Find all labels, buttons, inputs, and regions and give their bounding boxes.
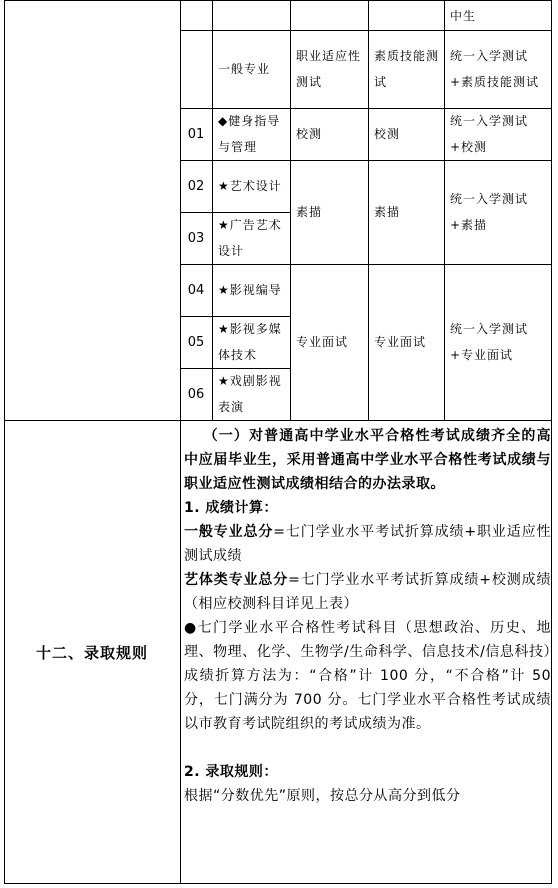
unified-test-value: 统一入学测试+专业面试 [450, 322, 529, 362]
row-number: 06 [187, 386, 205, 402]
row-number: 01 [187, 126, 205, 142]
header-vocational-test: 职业适应性测试 [296, 49, 362, 89]
row-number: 02 [187, 178, 205, 194]
general-total-rest: =七门学业水平考试折算成绩+职业适应性测试成绩 [184, 524, 551, 564]
skill-test-value: 素描 [374, 205, 401, 219]
row-number: 05 [187, 334, 205, 350]
unified-test-value: 统一入学测试+素描 [450, 192, 529, 232]
major-name: ★艺术设计 [218, 179, 282, 193]
vocational-test-value: 校测 [296, 127, 323, 141]
general-total-label: 一般专业总分 [184, 524, 274, 540]
section-label: 十二、录取规则 [35, 643, 148, 662]
admission-rules-text [184, 424, 551, 808]
row-number: 04 [187, 282, 205, 298]
admission-table [4, 0, 552, 884]
header-unified-test: 统一入学测试+素质技能测试 [450, 49, 540, 89]
admission-rule-text: 根据“分数优先”原则，按总分从高分到低分 [184, 788, 461, 804]
general-total-formula [184, 520, 551, 568]
skill-test-value: 校测 [374, 127, 401, 141]
row-number: 03 [187, 230, 205, 246]
major-name: ★广告艺术设计 [218, 218, 282, 258]
major-name: ◆健身指导与管理 [218, 114, 281, 154]
art-total-rest: =七门学业水平考试折算成绩+校测成绩（相应校测科目详见上表） [184, 572, 551, 612]
vocational-test-value: 专业面试 [296, 335, 349, 349]
conversion-note: ●七门学业水平合格性考试科目（思想政治、历史、地理、物理、化学、生物学/生命科学、信息技术/信息科技）成绩折算方法为：“合格”计 100 分，“不合格”计 50 分，七门满分为 700 分。七门学业水平合格性考试成绩以市教育考试院组织的考试成绩为准。 [184, 620, 551, 732]
skill-test-value: 专业面试 [374, 335, 427, 349]
vocational-test-value: 素描 [296, 205, 323, 219]
art-total-label: 艺体类专业总分 [184, 572, 289, 588]
header-skill-test: 素质技能测试 [374, 49, 440, 89]
score-calc-heading: 1. 成绩计算： [184, 500, 278, 516]
major-name: ★戏剧影视表演 [218, 374, 282, 414]
major-name: ★影视多媒体技术 [218, 322, 282, 362]
header-general-major: 一般专业 [218, 62, 271, 76]
unified-test-value: 统一入学测试+校测 [450, 114, 529, 154]
admission-rule-heading: 2. 录取规则： [184, 764, 278, 780]
art-total-formula [184, 568, 551, 616]
top-fragment: 中生 [450, 9, 477, 23]
major-name: ★影视编导 [218, 283, 282, 297]
rules-intro-paragraph: （一）对普通高中学业水平合格性考试成绩齐全的高中应届毕业生，采用普通高中学业水平合格性考试成绩与职业适应性测试成绩相结合的办法录取。 [184, 428, 551, 492]
